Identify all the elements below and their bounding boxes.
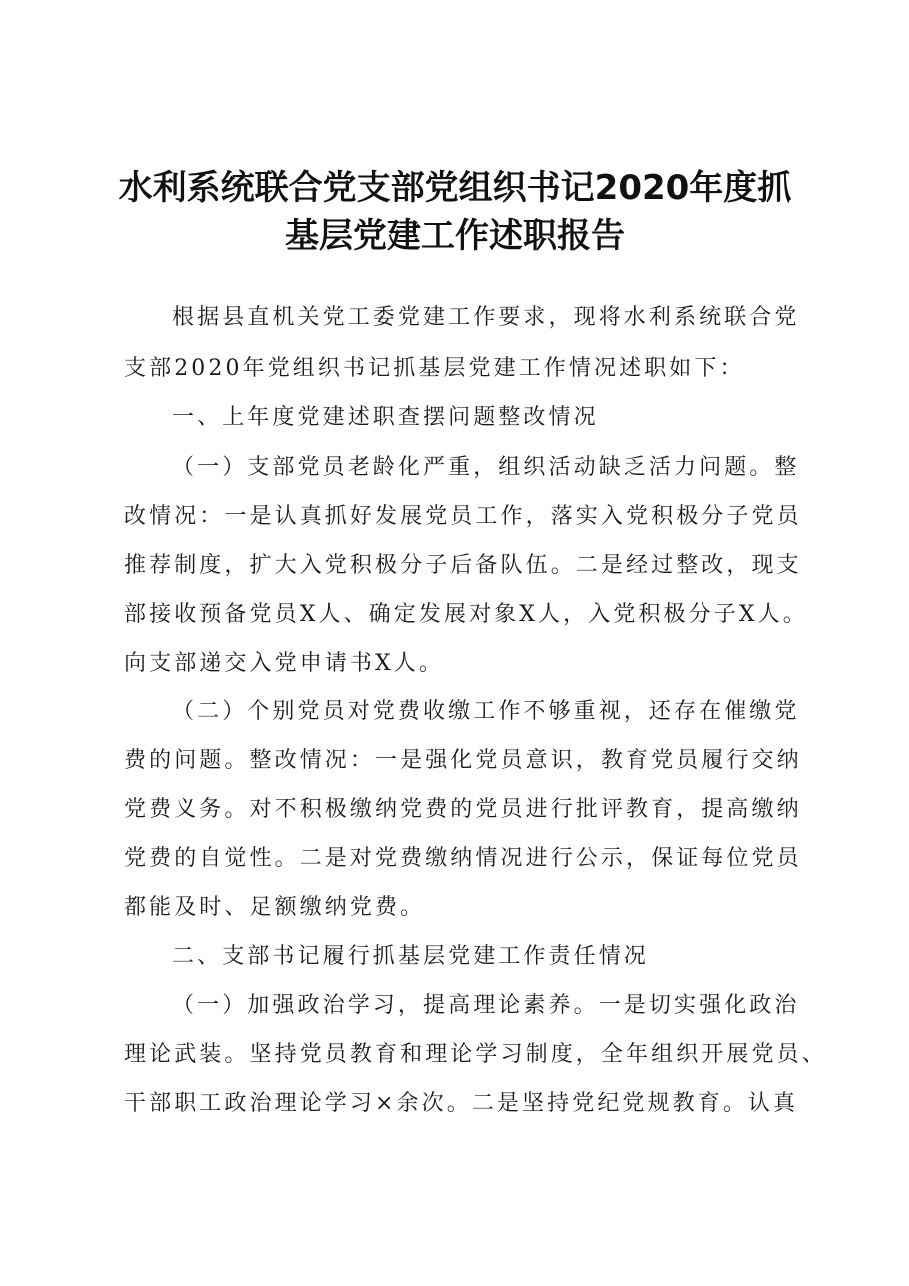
paragraph-1-line-3: 推荐制度，扩大入党积极分子后备队伍。二是经过整改，现支 [124, 553, 802, 578]
paragraph-2-line-3: 党费义务。对不积极缴纳党费的党员进行批评教育，提高缴纳 [124, 797, 802, 822]
paragraph-1-line-4: 部接收预备党员X人、确定发展对象X人，入党积极分子X人。 [124, 602, 808, 627]
paragraph-2-line-1: （二）个别党员对党费收缴工作不够重视，还存在催缴党 [172, 699, 800, 724]
paragraph-1-line-5: 向支部递交入党申请书X人。 [124, 651, 444, 676]
paragraph-2-line-5: 都能及时、足额缴纳党费。 [124, 895, 426, 920]
section-heading-2: 二、支部书记履行抓基层党建工作责任情况 [172, 944, 649, 969]
paragraph-1-line-1: （一）支部党员老龄化严重，组织活动缺乏活力问题。整 [172, 455, 800, 480]
document-title-line-1: 水利系统联合党支部党组织书记2020年度抓 [118, 168, 792, 208]
document-title-line-2: 基层党建工作述职报告 [285, 216, 625, 256]
paragraph-2-line-4: 党费的自觉性。二是对党费缴纳情况进行公示，保证每位党员 [124, 846, 802, 871]
paragraph-3-line-2: 理论武装。坚持党员教育和理论学习制度，全年组织开展党员、 [124, 1042, 827, 1067]
paragraph-3-line-1: （一）加强政治学习，提高理论素养。一是切实强化政治 [172, 993, 800, 1018]
paragraph-3-line-3: 干部职工政治理论学习×余次。二是坚持党纪党规教育。认真 [124, 1091, 799, 1116]
paragraph-2-line-2: 费的问题。整改情况：一是强化党员意识，教育党员履行交纳 [124, 748, 802, 773]
paragraph-1-line-2: 改情况：一是认真抓好发展党员工作，落实入党积极分子党员 [124, 504, 802, 529]
section-heading-1: 一、上年度党建述职查摆问题整改情况 [172, 405, 599, 430]
paragraph-intro-line-2: 支部2020年党组织书记抓基层党建工作情况述职如下： [124, 356, 745, 381]
paragraph-intro-line-1: 根据县直机关党工委党建工作要求，现将水利系统联合党 [172, 305, 800, 330]
